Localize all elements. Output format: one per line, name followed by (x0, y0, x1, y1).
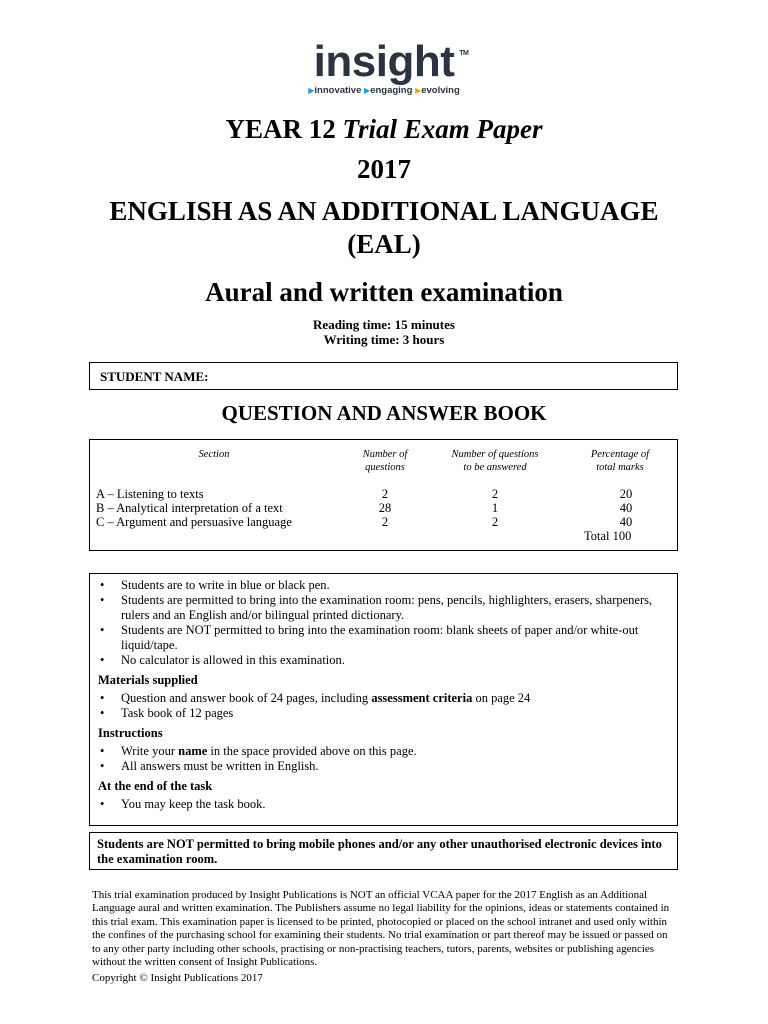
arrow-icon: ▶ (415, 86, 422, 95)
insight-logo (0, 37, 768, 96)
list-item: • Task book of 12 pages (98, 706, 669, 721)
materials-list (98, 691, 669, 721)
reading-time: Reading time: 15 minutes (313, 317, 455, 332)
list-item: • No calculator is allowed in this examination. (98, 653, 669, 668)
logo-trademark: TM (459, 50, 469, 57)
subject-title: ENGLISH AS AN ADDITIONAL LANGUAGE (EAL) (109, 196, 659, 259)
arrow-icon: ▶ (364, 86, 371, 95)
exam-times (0, 317, 768, 347)
table-row: C – Argument and persuasive language 2 2 40 (96, 515, 633, 529)
header-section: Section (198, 449, 230, 460)
logo-tagline: ▶innovative ▶engaging ▶evolving (308, 85, 460, 96)
arrow-icon: ▶ (308, 86, 315, 95)
table-row: B – Analytical interpretation of a text 28 1 40 (96, 501, 633, 515)
exam-rules-box (89, 573, 678, 826)
disclaimer-text: This trial examination produced by Insight Publications is NOT an official VCAA paper for the 2017 English as an Additional Language aural and written examination. The Publishers assume no legal liability for the opinions, ideas or statements contained in this trial exam. This examination paper is licensed to be printed, photocopied or placed on the school intranet and used only within the confines of the purchasing school for examining their students. No trial examination or part thereof may be issued or passed on to any other party including other schools, practising or non-practising teachers, tutors, parents, websites or publishing agencies without the written consent of Insight Publications. (92, 889, 670, 969)
list-item: • Students are permitted to bring into the examination room: pens, pencils, highlighters, erasers, sharpeners, rulers and an English and/or bilingual printed dictionary. (98, 593, 669, 623)
exam-year: 2017 (357, 154, 411, 184)
end-of-task-heading: At the end of the task (98, 779, 213, 793)
list-item: • Question and answer book of 24 pages, including assessment criteria on page 24 (98, 691, 669, 706)
instructions-heading: Instructions (98, 726, 163, 740)
book-title: QUESTION AND ANSWER BOOK (221, 401, 547, 425)
list-item: • All answers must be written in English. (98, 759, 669, 774)
year-title: YEAR 12 Trial Exam Paper (225, 114, 543, 144)
student-name-label: STUDENT NAME: (100, 369, 209, 384)
end-of-task-list (98, 797, 669, 812)
materials-heading: Materials supplied (98, 673, 198, 687)
total-marks: Total 100 (584, 529, 632, 543)
section-table (89, 439, 678, 551)
rules-list (98, 578, 669, 668)
table-total-row (90, 529, 677, 543)
list-item: • You may keep the task book. (98, 797, 669, 812)
header-to-answer: Number of questions to be answered (451, 449, 539, 473)
list-item: • Students are NOT permitted to bring into the examination room: blank sheets of paper and/or white-out liquid/tape. (98, 623, 669, 653)
header-num-questions: Number of questions (362, 449, 408, 473)
instructions-list (98, 744, 669, 774)
list-item: • Students are to write in blue or black pen. (98, 578, 669, 593)
student-name-field[interactable] (89, 362, 678, 390)
list-item: • Write your name in the space provided above on this page. (98, 744, 669, 759)
copyright-notice: Copyright © Insight Publications 2017 (92, 972, 263, 984)
writing-time: Writing time: 3 hours (323, 332, 445, 347)
exam-type: Aural and written examination (205, 277, 563, 307)
device-warning: Students are NOT permitted to bring mobile phones and/or any other unauthorised electronic devices into the examination room. (89, 832, 678, 870)
logo-wordmark: insight (313, 37, 455, 86)
header-percentage: Percentage of total marks (590, 449, 650, 473)
table-row: A – Listening to texts 2 2 20 (96, 487, 633, 501)
